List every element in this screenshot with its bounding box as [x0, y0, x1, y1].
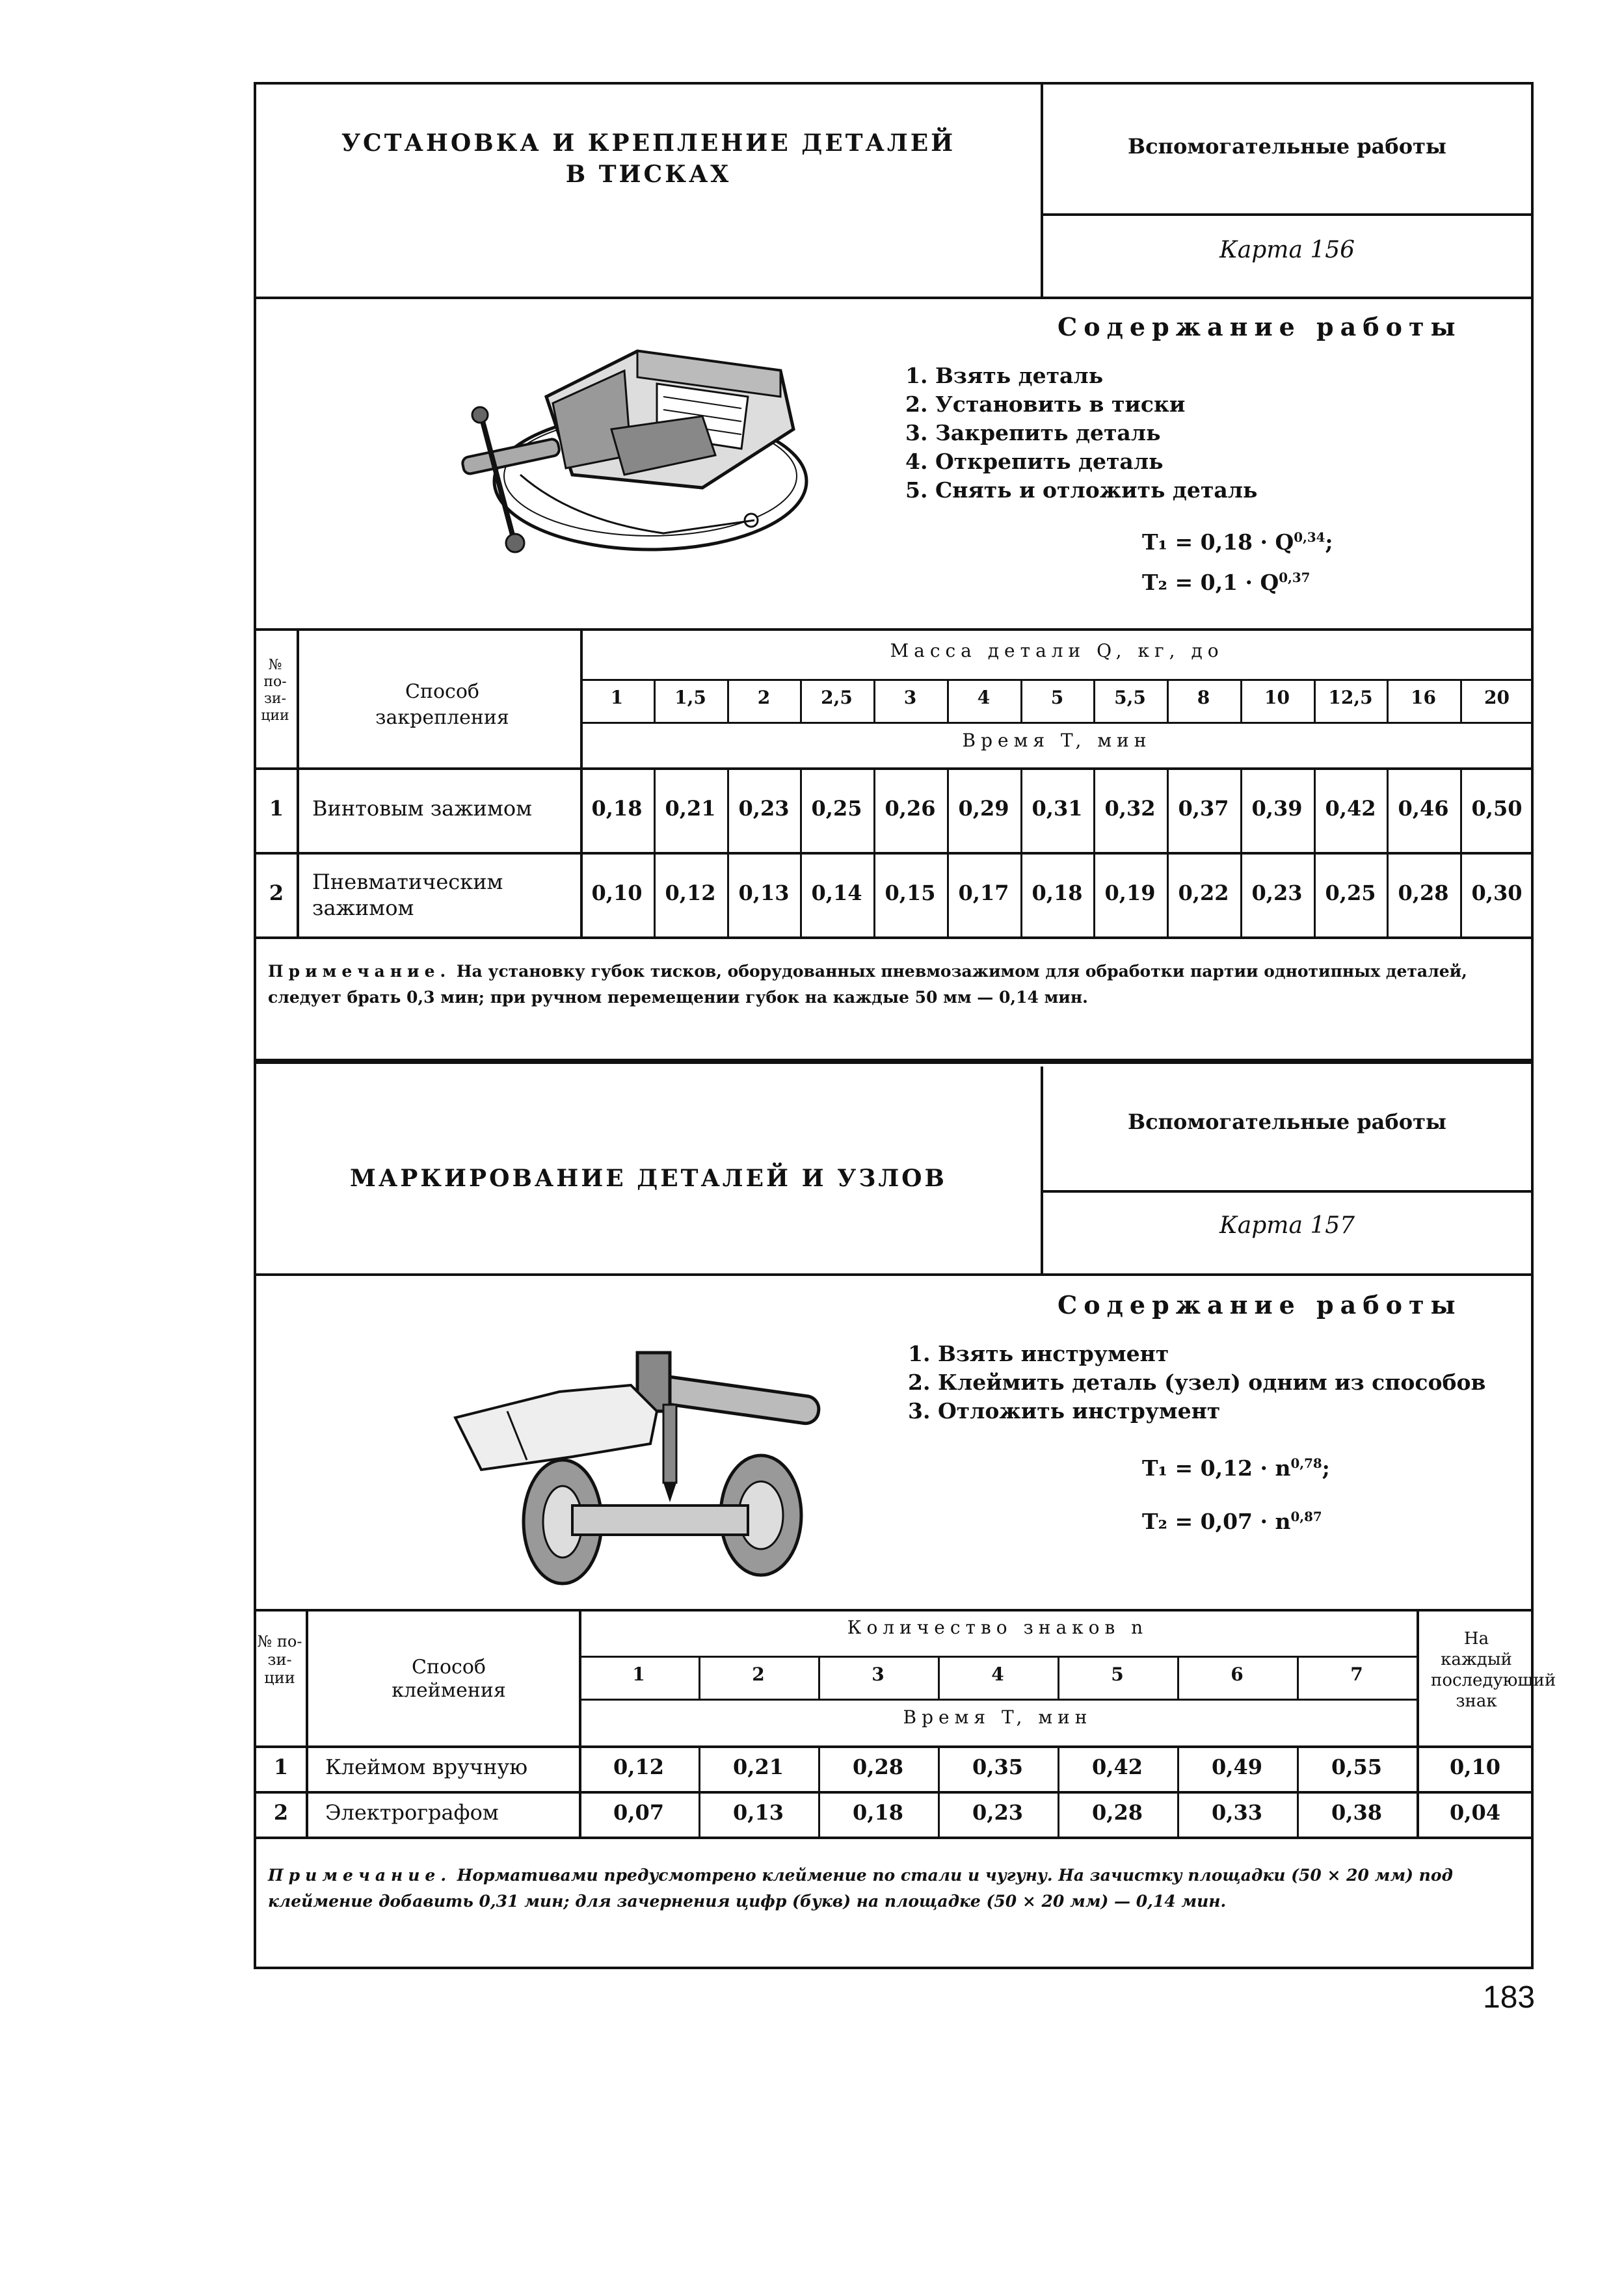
table-157-row-pos: 1 — [273, 1755, 289, 1779]
table-cell: 0,50 — [1471, 796, 1523, 821]
table-cell: 0,42 — [1325, 796, 1376, 821]
table-cell: 0,18 — [853, 1800, 903, 1825]
card-157-formula-t2: $T_2 = 0,07 \cdot n^{0,87}$ — [1142, 1509, 1322, 1534]
table-cell: 0,28 — [853, 1755, 903, 1779]
step-item: 5. Снять и отложить деталь — [905, 477, 1258, 503]
column-divider — [800, 767, 802, 936]
column-divider — [727, 767, 729, 936]
mass-value: 5 — [1050, 687, 1064, 708]
table-cell: 0,13 — [738, 881, 790, 905]
column-divider — [947, 767, 949, 936]
card-157-formula-t1: $T_1 = 0,12 \cdot n^{0,78}$; — [1142, 1455, 1330, 1481]
table-156-row-method: Пневматическим зажимом — [312, 869, 503, 920]
mass-value: 5,5 — [1114, 687, 1146, 708]
mass-value: 20 — [1484, 687, 1510, 708]
step-item: 3. Закрепить деталь — [905, 420, 1161, 445]
mass-value: 1,5 — [674, 687, 706, 708]
mass-value: 3 — [903, 687, 917, 708]
column-divider — [1093, 767, 1095, 936]
table-cell: 0,12 — [665, 881, 716, 905]
step-item: 1. Взять деталь — [905, 363, 1104, 388]
mass-value: 1 — [610, 687, 624, 708]
table-cell: 0,28 — [1398, 881, 1449, 905]
card-156-note: Примечание. На установку губок тисков, оборудованных пневмозажимом для обработки партии однотипных деталей, следует брать 0,3 мин; при ручном перемещении губок на каждые 50 мм — 0,14 мин. — [268, 962, 1467, 1007]
card-156-formula-t2: T₂ = 0,1 · Q$^{0,37}$ — [1142, 570, 1311, 595]
card-157-number: Карта 157 — [1219, 1212, 1355, 1239]
count-value: 7 — [1350, 1664, 1363, 1685]
table-cell: 0,19 — [1104, 881, 1156, 905]
card-157-content-heading: Содержание работы — [1058, 1290, 1462, 1320]
table-157-method-header: Способ клеймения — [392, 1656, 506, 1702]
count-value: 6 — [1231, 1664, 1244, 1685]
table-cell: 0,35 — [972, 1755, 1023, 1779]
table-cell: 0,28 — [1092, 1800, 1143, 1825]
mass-value: 2 — [757, 687, 771, 708]
card-157-note: Примечание. Нормативами предусмотрено клеймение по стали и чугуну. На зачистку площадки (50 × 20 мм) под клеймение добавить 0,31 мин; для зачернения цифр (букв) на площадке (50 × 20 мм) — 0,14 мин. — [268, 1866, 1453, 1911]
table-cell: 0,23 — [738, 796, 790, 821]
card-156-content-heading: Содержание работы — [1058, 312, 1462, 341]
step-item: 1. Взять инструмент — [908, 1341, 1169, 1366]
step-item: 4. Открепить деталь — [905, 449, 1164, 474]
table-156-mass-header: Масса детали Q, кг, до — [890, 640, 1224, 661]
table-156-method-header: Способ закрепления — [375, 680, 509, 729]
table-cell: 0,49 — [1212, 1755, 1262, 1779]
column-divider — [1387, 767, 1389, 936]
table-cell: 0,42 — [1092, 1755, 1143, 1779]
table-156-row-pos: 2 — [269, 881, 284, 905]
column-divider — [873, 767, 875, 936]
table-157-extra-value: 0,04 — [1450, 1800, 1500, 1825]
table-cell: 0,32 — [1104, 796, 1156, 821]
step-item: 2. Установить в тиски — [905, 391, 1186, 417]
column-divider — [1314, 767, 1316, 936]
count-value: 5 — [1111, 1664, 1124, 1685]
marking-illustration — [442, 1320, 845, 1593]
card-156-number: Карта 156 — [1219, 237, 1355, 263]
table-156-time-header: Время T, мин — [962, 730, 1152, 751]
column-divider — [1020, 767, 1022, 936]
step-item: 3. Отложить инструмент — [908, 1398, 1221, 1424]
table-cell: 0,38 — [1331, 1800, 1382, 1825]
table-cell: 0,13 — [733, 1800, 784, 1825]
card-157-category: Вспомогательные работы — [1128, 1109, 1446, 1134]
mass-value: 16 — [1411, 687, 1436, 708]
card-156-steps — [905, 362, 1257, 505]
count-value: 2 — [752, 1664, 765, 1685]
table-157-time-header: Время T, мин — [903, 1706, 1093, 1728]
table-cell: 0,21 — [665, 796, 716, 821]
table-cell: 0,17 — [958, 881, 1009, 905]
column-divider — [654, 767, 656, 936]
mass-value: 8 — [1197, 687, 1210, 708]
count-value: 4 — [991, 1664, 1004, 1685]
table-157-row-method: Электрографом — [325, 1800, 499, 1825]
table-cell: 0,39 — [1251, 796, 1303, 821]
table-cell: 0,21 — [733, 1755, 784, 1779]
step-item: 2. Клеймить деталь (узел) одним из способов — [908, 1370, 1486, 1395]
mass-value: 10 — [1264, 687, 1290, 708]
table-157-extra-value: 0,10 — [1450, 1755, 1500, 1779]
table-157-extra-header: На каждый последующий знак — [1431, 1629, 1556, 1711]
table-157-position-header: № по- зи- ции — [257, 1632, 302, 1687]
count-value: 3 — [872, 1664, 885, 1685]
table-cell: 0,18 — [591, 796, 643, 821]
column-divider — [1460, 767, 1462, 936]
table-cell: 0,37 — [1178, 796, 1229, 821]
card-157-steps — [908, 1340, 1485, 1426]
table-cell: 0,18 — [1032, 881, 1083, 905]
table-cell: 0,46 — [1398, 796, 1449, 821]
table-cell: 0,07 — [613, 1800, 664, 1825]
page-number: 183 — [1483, 1980, 1536, 2015]
table-157-row-pos: 2 — [273, 1800, 289, 1825]
table-cell: 0,15 — [885, 881, 936, 905]
vise-illustration — [442, 325, 819, 572]
table-157-row-method: Клеймом вручную — [325, 1755, 528, 1779]
card-157-title: МАРКИРОВАНИЕ ДЕТАЛЕЙ И УЗЛОВ — [350, 1165, 947, 1192]
table-cell: 0,25 — [1325, 881, 1376, 905]
table-cell: 0,31 — [1032, 796, 1083, 821]
table-cell: 0,10 — [591, 881, 643, 905]
mass-value: 12,5 — [1328, 687, 1373, 708]
table-cell: 0,55 — [1331, 1755, 1382, 1779]
table-cell: 0,33 — [1212, 1800, 1262, 1825]
table-cell: 0,30 — [1471, 881, 1523, 905]
table-cell: 0,26 — [885, 796, 936, 821]
table-156-row-pos: 1 — [269, 796, 284, 821]
table-156-row-method: Винтовым зажимом — [312, 796, 533, 821]
card-156-formula-t1: T₁ = 0,18 · Q$^{0,34}$; — [1142, 529, 1333, 555]
card-156-title: УСТАНОВКА И КРЕПЛЕНИЕ ДЕТАЛЕЙ В ТИСКАХ — [341, 129, 956, 188]
table-cell: 0,23 — [972, 1800, 1023, 1825]
table-cell: 0,23 — [1251, 881, 1303, 905]
table-cell: 0,29 — [958, 796, 1009, 821]
table-cell: 0,25 — [811, 796, 862, 821]
card-156-category: Вспомогательные работы — [1128, 134, 1446, 159]
mass-value: 2,5 — [821, 687, 853, 708]
table-cell: 0,22 — [1178, 881, 1229, 905]
count-value: 1 — [632, 1664, 645, 1685]
table-cell: 0,12 — [613, 1755, 664, 1779]
table-156-position-header: № по- зи- ции — [261, 657, 289, 724]
column-divider — [1167, 767, 1169, 936]
column-divider — [1240, 767, 1242, 936]
table-157-count-header: Количество знаков n — [847, 1617, 1149, 1638]
table-cell: 0,14 — [811, 881, 862, 905]
mass-value: 4 — [977, 687, 991, 708]
